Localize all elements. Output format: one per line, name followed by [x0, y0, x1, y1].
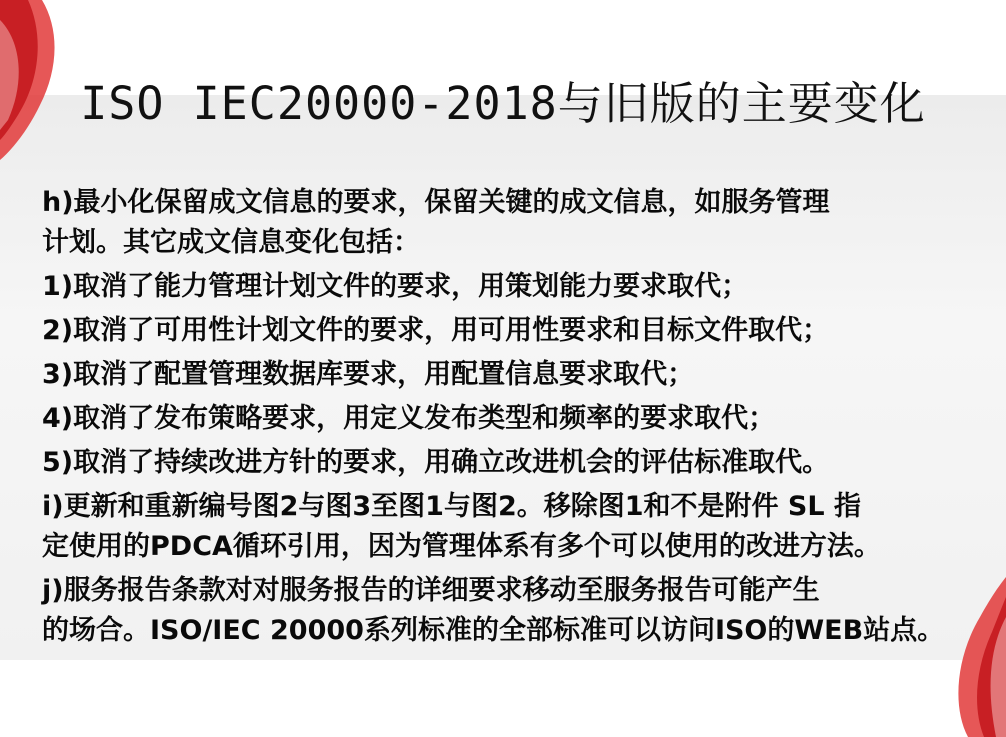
list-item-2: [42, 311, 972, 351]
list-item-1: [42, 267, 972, 307]
slide-title: ISO IEC20000-2018与旧版的主要变化: [80, 77, 926, 130]
paragraph-line: 4)取消了发布策略要求，用定义发布类型和频率的要求取代；: [42, 403, 776, 434]
paragraph-line: 计划。其它成文信息变化包括：: [42, 227, 420, 258]
paragraph-i: [42, 487, 972, 567]
paragraph-line: h)最小化保留成文信息的要求，保留关键的成文信息，如服务管理: [42, 187, 830, 218]
paragraph-j: [42, 571, 972, 651]
paragraph-line: 的场合。ISO/IEC 20000系列标准的全部标准可以访问ISO的WEB站点。: [42, 615, 945, 646]
paragraph-line: 3)取消了配置管理数据库要求，用配置信息要求取代；: [42, 359, 695, 390]
list-item-3: [42, 355, 972, 395]
paragraph-line: 5)取消了持续改进方针的要求，用确立改进机会的评估标准取代。: [42, 447, 830, 478]
paragraph-line: i)更新和重新编号图2与图3至图1与图2。移除图1和不是附件 SL 指: [42, 491, 861, 522]
slide-body: [42, 183, 972, 655]
list-item-4: [42, 399, 972, 439]
paragraph-line: 定使用的PDCA循环引用，因为管理体系有多个可以使用的改进方法。: [42, 531, 881, 562]
paragraph-line: j)服务报告条款对对服务报告的详细要求移动至服务报告可能产生: [42, 575, 820, 606]
paragraph-line: 1)取消了能力管理计划文件的要求，用策划能力要求取代；: [42, 271, 749, 302]
list-item-5: [42, 443, 972, 483]
paragraph-h: [42, 183, 972, 263]
paragraph-line: 2)取消了可用性计划文件的要求，用可用性要求和目标文件取代；: [42, 315, 830, 346]
